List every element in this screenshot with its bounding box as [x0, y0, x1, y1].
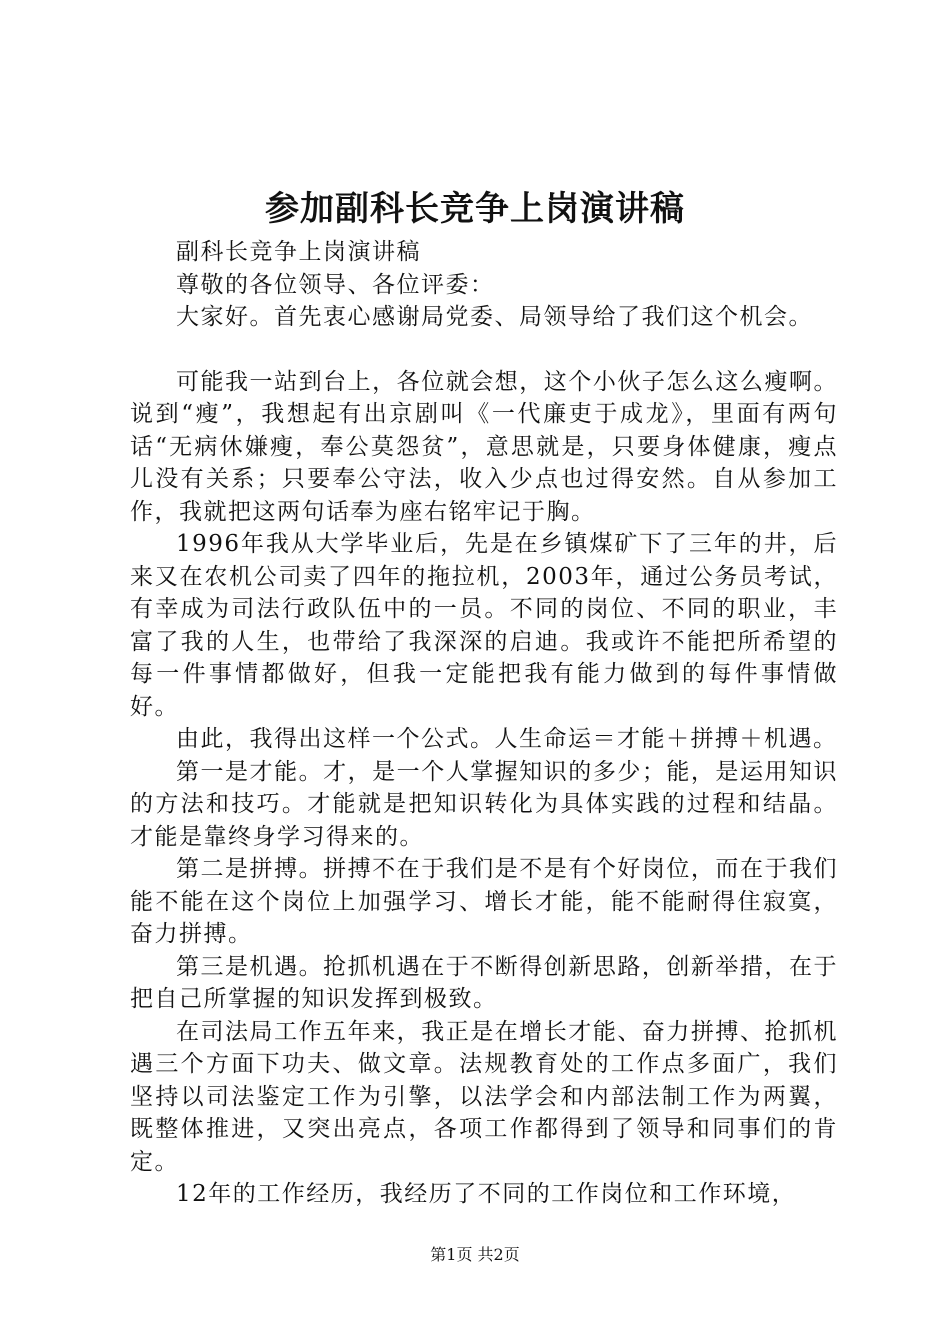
paragraph-thin: 可能我一站到台上，各位就会想，这个小伙子怎么这么瘦啊。说到“瘦”，我想起有出京剧叫《一代廉吏于成龙》，里面有两句话“无病休嫌瘦，奉公莫怨贫”，意思就是，只要身体健康，瘦点儿没有关系；只要奉公守法，收入少点也过得安然。自从参加工作，我就把这两句话奉为座右铭牢记于胸。	[130, 368, 838, 525]
paragraph-work: 在司法局工作五年来，我正是在增长才能、奋力拼搏、抢抓机遇三个方面下功夫、做文章。法规教育处的工作点多面广，我们坚持以司法鉴定工作为引擎，以法学会和内部法制工作为两翼，既整体推进，又突出亮点，各项工作都得到了领导和同事们的肯定。	[130, 1018, 838, 1175]
paragraph-talent: 第一是才能。才，是一个人掌握知识的多少；能，是运用知识的方法和技巧。才能就是把知识转化为具体实践的过程和结晶。才能是靠终身学习得来的。	[130, 758, 838, 850]
document-title: 参加副科长竞争上岗演讲稿	[265, 189, 685, 229]
paragraph-subtitle: 副科长竞争上岗演讲稿	[176, 239, 421, 265]
page-footer: 第1页 共2页	[430, 1245, 520, 1264]
paragraph-struggle: 第二是拼搏。拼搏不在于我们是不是有个好岗位，而在于我们能不能在这个岗位上加强学习、增长才能，能不能耐得住寂寞，奋力拼搏。	[130, 856, 838, 947]
document-body	[130, 236, 838, 1211]
paragraph-greeting: 大家好。首先衷心感谢局党委、局领导给了我们这个机会。	[176, 304, 813, 330]
paragraph-formula: 由此，我得出这样一个公式。人生命运＝才能＋拼搏＋机遇。	[176, 726, 838, 752]
paragraph-opportunity: 第三是机遇。抢抓机遇在于不断得创新思路，创新举措，在于把自己所掌握的知识发挥到极致。	[130, 953, 838, 1012]
paragraph-career: 1996年我从大学毕业后，先是在乡镇煤矿下了三年的井，后来又在农机公司卖了四年的拖拉机，2003年，通过公务员考试，有幸成为司法行政队伍中的一员。不同的岗位、不同的职业，丰富了我的人生，也带给了我深深的启迪。我或许不能把所希望的每一件事情都做好，但我一定能把我有能力做到的每件事情做好。	[130, 531, 838, 720]
paragraph-salutation: 尊敬的各位领导、各位评委：	[176, 271, 495, 298]
paragraph-experience: 12年的工作经历，我经历了不同的工作岗位和工作环境，	[176, 1181, 797, 1207]
